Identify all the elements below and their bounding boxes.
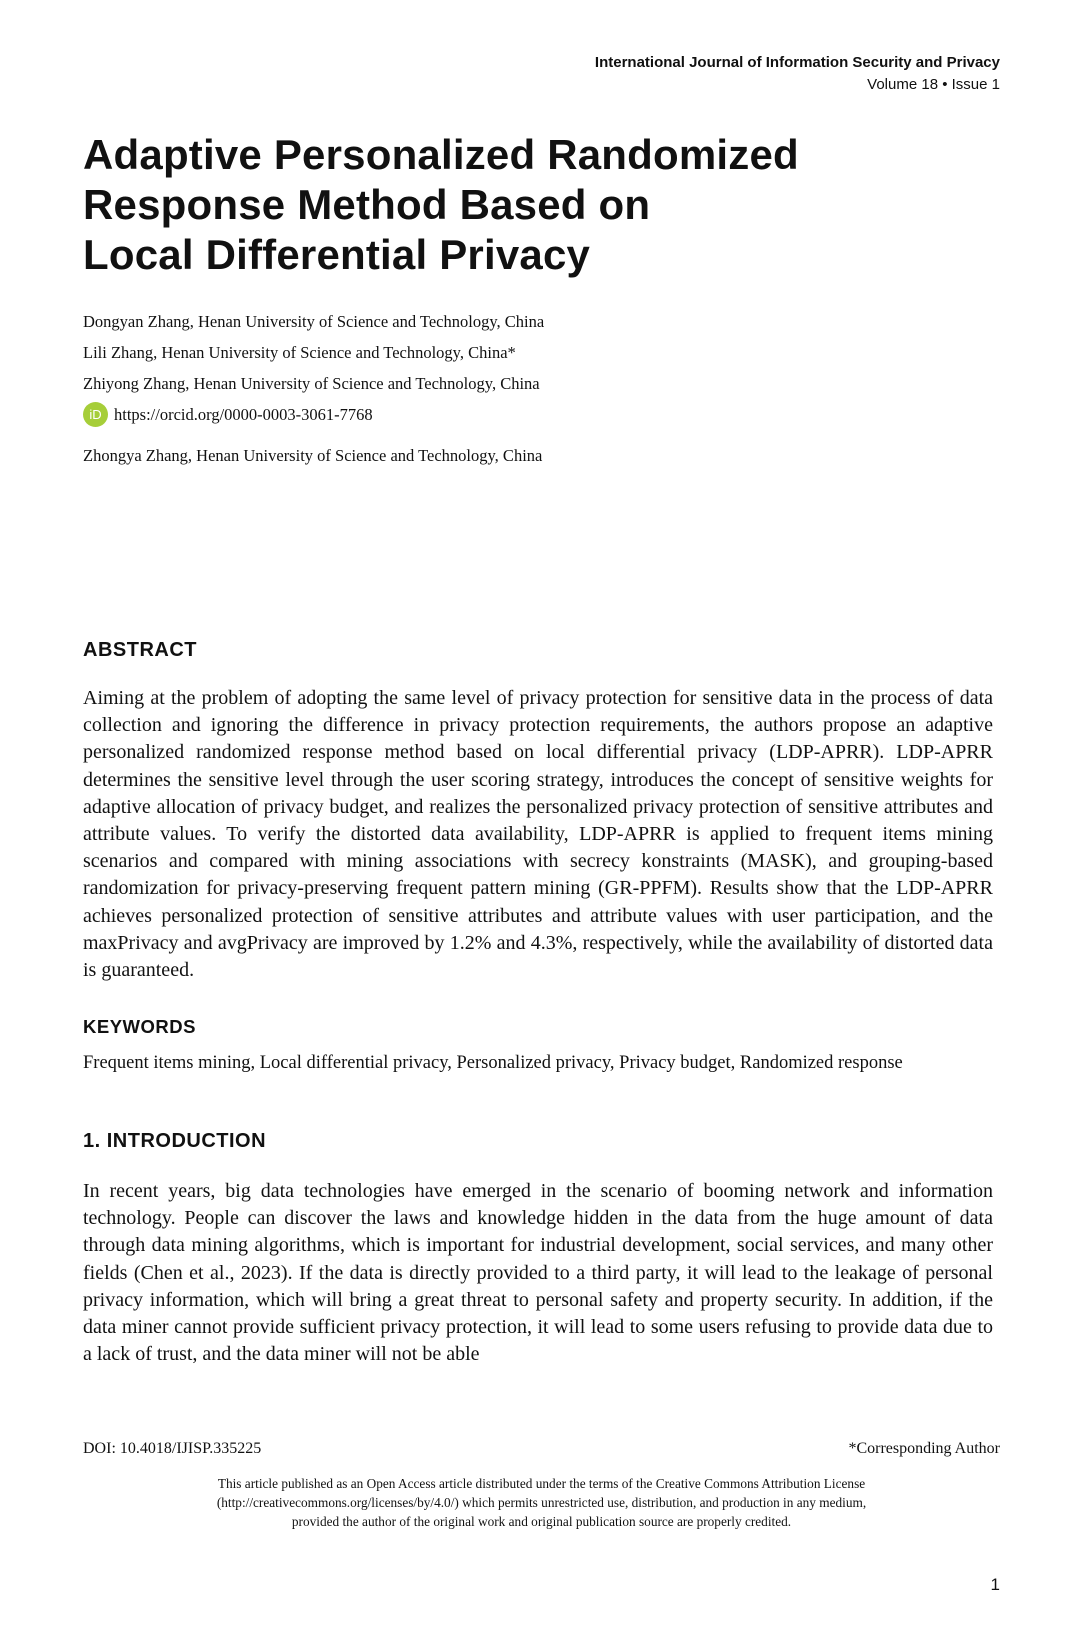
title-line: Response Method Based on	[83, 181, 651, 228]
license-notice	[83, 1474, 1000, 1531]
journal-name: International Journal of Information Security and Privacy	[594, 54, 1000, 71]
orcid-row	[83, 399, 544, 430]
orcid-link[interactable]: https://orcid.org/0000-0003-3061-7768	[114, 405, 373, 424]
paper-title	[83, 130, 983, 280]
author-affiliation: Dongyan Zhang, Henan University of Science and Technology, China	[83, 312, 545, 331]
author-list	[83, 306, 544, 471]
title-line: Adaptive Personalized Randomized	[83, 131, 799, 178]
license-line: This article published as an Open Access article distributed under the terms of the Creative Commons Attribution License	[217, 1476, 866, 1491]
abstract-heading: ABSTRACT	[83, 639, 197, 661]
doi: DOI: 10.4018/IJISP.335225	[83, 1440, 262, 1457]
keywords-heading: KEYWORDS	[83, 1016, 196, 1037]
author-affiliation: Zhongya Zhang, Henan University of Science and Technology, China	[83, 446, 543, 465]
page-number: 1	[990, 1575, 1000, 1594]
corresponding-author-note: *Corresponding Author	[848, 1440, 1000, 1457]
running-header	[595, 52, 1000, 96]
orcid-icon: iD	[83, 402, 108, 427]
introduction-text: In recent years, big data technologies have emerged in the scenario of booming network and information technology. People can discover the laws and knowledge hidden in the data from the huge amount of data through data mining algorithms, which is important for industrial development, social services, and many other fields (Chen et al., 2023). If the data is directly provided to a third party, it will lead to the leakage of personal privacy information, which will bring a great threat to personal safety and property security. In addition, if the data miner cannot provide sufficient privacy protection, it will lead to some users refusing to provide data due to a lack of trust, and the data miner will not be able	[83, 1180, 993, 1366]
keywords-text: Frequent items mining, Local differential privacy, Personalized privacy, Privacy budget, Randomized response	[83, 1053, 903, 1073]
author-affiliation: Lili Zhang, Henan University of Science and Technology, China*	[83, 343, 516, 362]
volume-issue: Volume 18 • Issue 1	[867, 76, 1000, 93]
license-line: provided the author of the original work and original publication source are properly credited.	[291, 1514, 792, 1529]
license-line: (http://creativecommons.org/licenses/by/4.0/) which permits unrestricted use, distribution, and production in any medium,	[216, 1495, 867, 1510]
title-line: Local Differential Privacy	[83, 231, 591, 278]
introduction-heading: 1. INTRODUCTION	[83, 1130, 267, 1152]
author-affiliation: Zhiyong Zhang, Henan University of Science and Technology, China	[83, 374, 540, 393]
abstract-text: Aiming at the problem of adopting the same level of privacy protection for sensitive data in the process of data collection and ignoring the difference in privacy protection requirements, the authors propose an adaptive personalized randomized response method based on local differential privacy (LDP-APRR). LDP-APRR determines the sensitive level through the user scoring strategy, introduces the concept of sensitive weights for adaptive allocation of privacy budget, and realizes the personalized privacy protection of sensitive attributes and attribute values. To verify the distorted data availability, LDP-APRR is applied to frequent items mining scenarios and compared with mining associations with secrecy konstraints (MASK), and grouping-based randomization for privacy-preserving frequent pattern mining (GR-PPFM). Results show that the LDP-APRR achieves personalized protection of sensitive attributes and attribute values with user participation, and the maxPrivacy and avgPrivacy are improved by 1.2% and 4.3%, respectively, while the availability of distorted data is guaranteed.	[83, 687, 993, 982]
